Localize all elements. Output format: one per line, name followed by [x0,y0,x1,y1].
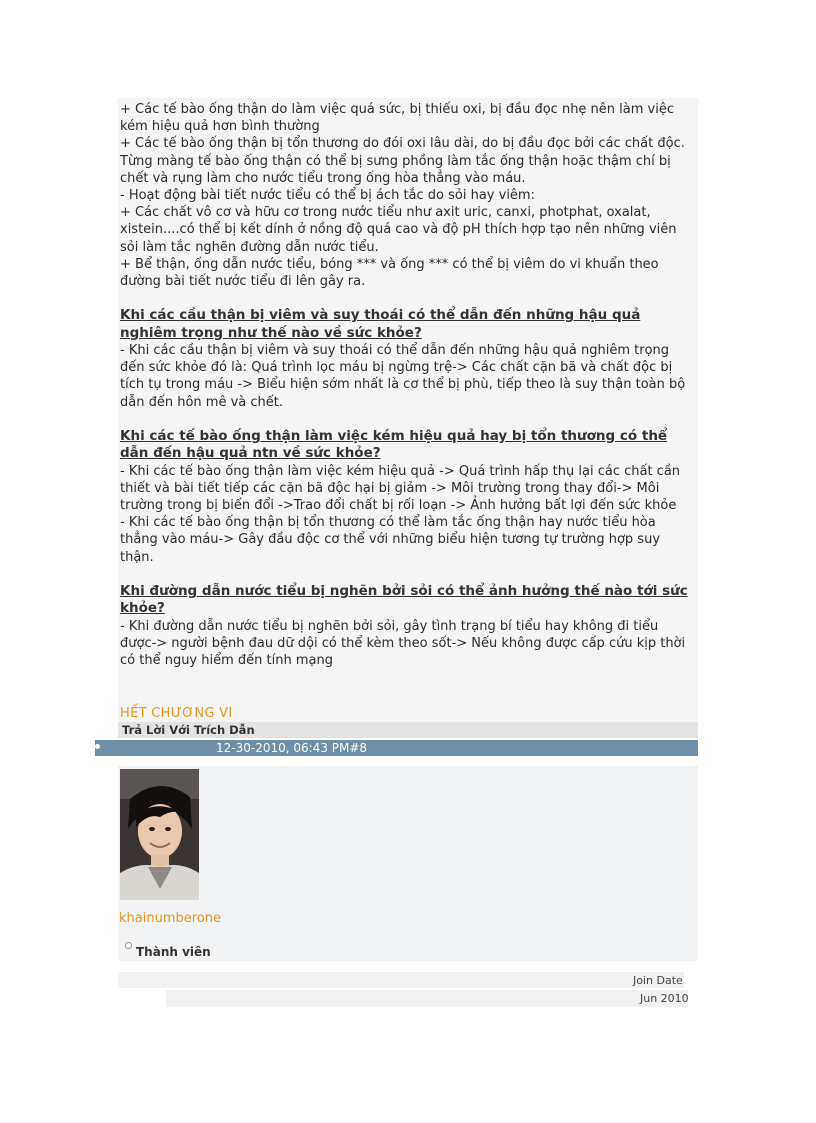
reply-with-quote-button[interactable]: Trả Lời Với Trích Dẫn [122,723,255,737]
post-status-icon [95,744,100,749]
section-heading: Khi đường dẫn nước tiểu bị nghẽn bởi sỏi có thể ảnh hưởng thế nào tới sức khỏe? [120,582,688,617]
post-number-link[interactable]: #8 [349,741,368,755]
user-info-panel [118,766,698,961]
join-date-label: Join Date [633,974,683,987]
section-heading: Khi các tế bào ống thận làm việc kém hiệu quả hay bị tổn thương có thể dẫn đến hậu quả ntn về sức khỏe? [120,427,668,462]
member-title: Thành viên [136,945,211,959]
offline-status-icon [125,942,132,949]
section-body: - Khi đường dẫn nước tiểu bị nghẽn bởi sỏi, gây tình trạng bí tiểu hay không đi tiểu được-> người bệnh đau dữ dội có thể kèm theo sốt-> Nếu không được cấp cứu kịp thời có thể nguy hiểm đến tính mạng [120,618,686,669]
avatar[interactable] [120,769,199,900]
section-heading: Khi các cầu thận bị viêm và suy thoái có thể dẫn đến những hậu quả nghiêm trọng như thế nào về sức khỏe? [120,307,641,341]
post-paragraph: + Các chất vô cơ và hữu cơ trong nước tiểu như axit uric, canxi, photphat, oxalat, xistein....có thể bị kết dính ở nồng độ quá cao và độ pH thích hợp tạo nên những viên sỏi làm tắc nghẽn đường dẫn nước tiểu. [120,205,677,255]
post-paragraph: + Các tế bào ống thận do làm việc quá sức, bị thiếu oxi, bị đầu đọc nhẹ nên làm việc kém hiệu quả hơn bình thường [120,102,674,135]
post-paragraph: + Các tế bào ống thận bị tổn thương do đói oxi lâu dài, do bị đầu đọc bởi các chất độc. Từng màng tế bào ống thận có thể bị sưng phồng làm tắc ống thận hoặc thậm chí bị chết và rụng làm cho nước tiểu trong ống hòa thẳng vào máu. [120,136,685,186]
join-date-row [118,972,684,988]
section-body: - Khi các tế bào ống thận làm việc kém hiệu quả -> Quá trình hấp thụ lại các chất cần thiết và bài tiết tiếp các cặn bã độc hại bị giảm -> Môi trường trong thay đổi-> Môi trường trong bị biến đổi ->Trao đổi chất bị rối loạn -> Ảnh hưởng bất lợi đến sức khỏe [120,463,681,514]
join-date-value-row [166,990,688,1007]
join-date-value: Jun 2010 [640,992,689,1005]
username-link[interactable]: khainumberone [119,911,221,926]
post-datetime: 12-30-2010, 06:43 PM [216,741,350,755]
post-header-bar [95,740,698,756]
post-date [216,740,367,756]
section-body: - Khi các cầu thận bị viêm và suy thoái có thể dẫn đến những hậu quả nghiêm trọng đến sức khỏe đó là: Quá trình lọc máu bị ngừng trệ-> Các chất cặn bã và chất độc bị tích tụ trong máu -> Biểu hiện sớm nhất là cơ thể bị phù, tiếp theo là suy thận toàn bộ dẫn đến hôn mê và chết. [120,343,686,410]
post-paragraph: + Bể thận, ống dẫn nước tiểu, bóng *** và ống *** có thể bị viêm do vi khuẩn theo đường bài tiết nước tiểu đi lên gây ra. [120,256,659,290]
post-content [120,101,696,669]
section-body: - Khi các tế bào ống thận bị tổn thương có thể làm tắc ống thận hay nước tiểu hòa thẳng vào máu-> Gây đầu độc cơ thể với những biểu hiện tương tự trường hợp suy thận. [120,515,661,565]
chapter-end-label: HẾT CHƯƠNG VI [120,706,233,721]
avatar-photo-icon [120,769,199,900]
post-paragraph: - Hoạt động bài tiết nước tiểu có thể bị ách tắc do sỏi hay viêm: [120,188,535,204]
